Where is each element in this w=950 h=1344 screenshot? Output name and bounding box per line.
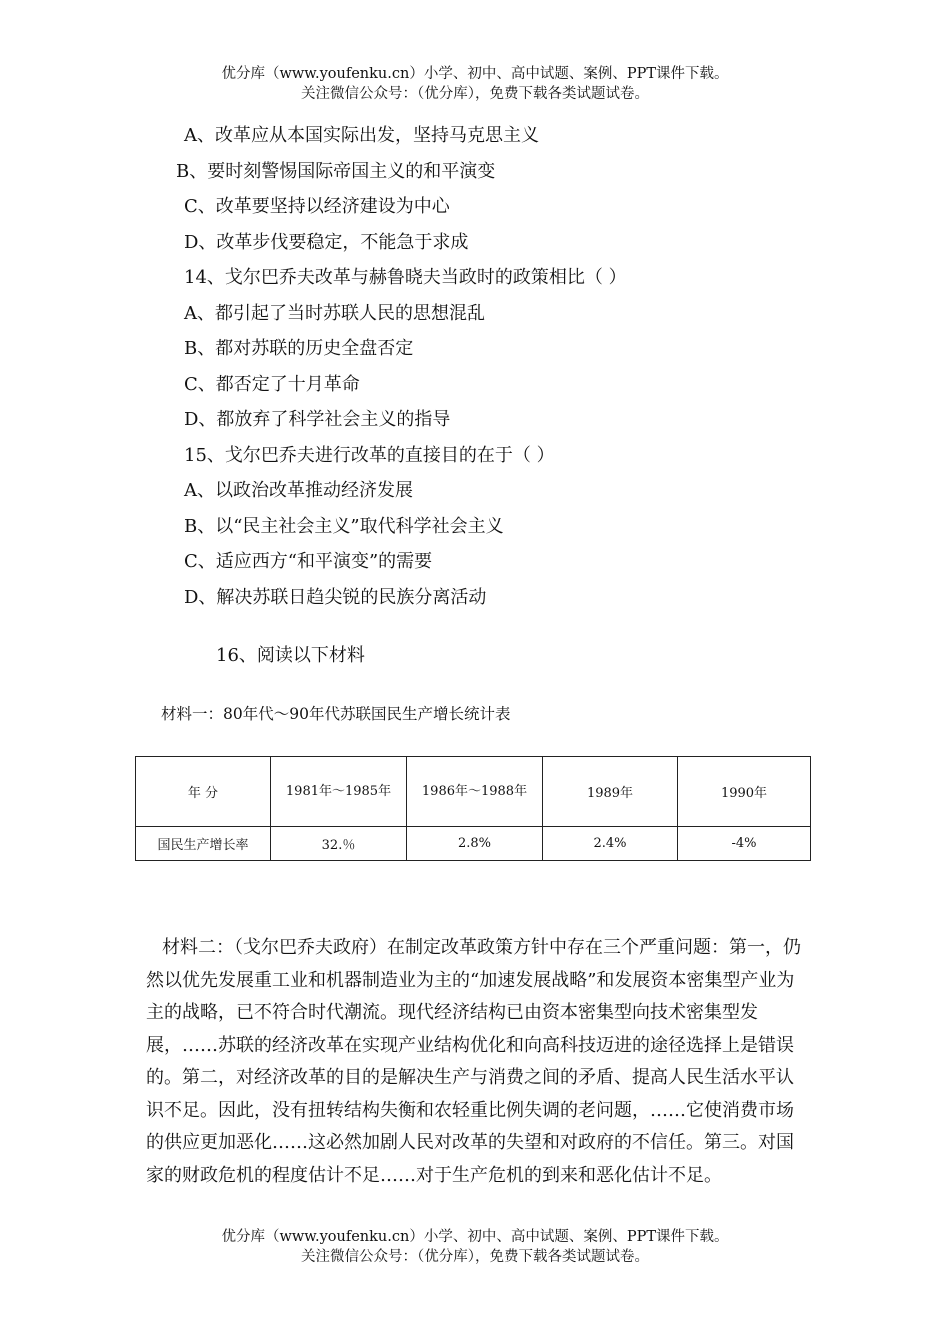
- table-header-cell: 1989年: [543, 757, 678, 827]
- q13-option-b: B、要时刻警惕国际帝国主义的和平演变: [176, 161, 496, 182]
- table-header-cell: 年 分: [136, 757, 271, 827]
- q15-stem: 15、戈尔巴乔夫进行改革的直接目的在于（ ）: [184, 445, 555, 466]
- table-header-cell: 1981年～1985年: [271, 757, 407, 827]
- q13-option-a: A、改革应从本国实际出发，坚持马克思主义: [184, 125, 539, 146]
- q14-option-a: A、都引起了当时苏联人民的思想混乱: [184, 303, 485, 324]
- q15-option-c: C、适应西方“和平演变”的需要: [184, 551, 433, 572]
- q13-option-c: C、改革要坚持以经济建设为中心: [184, 196, 450, 217]
- q14-option-b: B、都对苏联的历史全盘否定: [184, 338, 414, 359]
- q15-option-b: B、以“民主社会主义”取代科学社会主义: [184, 516, 504, 537]
- material2-text: 材料二：（戈尔巴乔夫政府）在制定改革政策方针中存在三个严重问题：第一，仍然以优先发展重工业和机器制造业为主的“加速发展战略”和发展资本密集型产业为主的战略，已不符合时代潮流。现代经济结构已由资本密集型向技术密集型发展，……苏联的经济改革在实现产业结构优化和向高科技迈进的途径选择上是错误的。第二，对经济改革的目的是解决生产与消费之间的矛盾、提高人民生活水平认识不足。因此，没有扭转结构失衡和农轻重比例失调的老问题，……它使消费市场的供应更加恶化……这必然加剧人民对改革的失望和对政府的不信任。第三。对国家的财政危机的程度估计不足……对于生产危机的到来和恶化估计不足。: [146, 937, 801, 1186]
- table-cell: 2.4%: [543, 827, 678, 861]
- header-line-2: 关注微信公众号：（优分库），免费下载各类试题试卷。: [301, 86, 649, 102]
- header-line-1: 优分库（www.youfenku.cn）小学、初中、高中试题、案例、PPT课件下载。: [221, 66, 729, 82]
- q14-option-d: D、都放弃了科学社会主义的指导: [184, 409, 451, 430]
- q15-option-a: A、以政治改革推动经济发展: [184, 480, 413, 501]
- material1-title: 材料一：80年代～90年代苏联国民生产增长统计表: [161, 705, 511, 723]
- footer-line-2: 关注微信公众号：（优分库），免费下载各类试题试卷。: [301, 1249, 649, 1265]
- table-header-cell: 1986年～1988年: [407, 757, 543, 827]
- table-row: [136, 827, 811, 861]
- q14-option-c: C、都否定了十月革命: [184, 374, 360, 395]
- table-header-row: [136, 757, 811, 827]
- page-header: [0, 64, 950, 104]
- page-footer: [0, 1227, 950, 1267]
- gnp-growth-table: [135, 756, 811, 861]
- table-row-label: 国民生产增长率: [136, 827, 271, 861]
- q13-option-d: D、改革步伐要稳定，不能急于求成: [184, 232, 469, 253]
- table-cell: -4%: [678, 827, 811, 861]
- q15-option-d: D、解决苏联日趋尖锐的民族分离活动: [184, 587, 487, 608]
- material2-paragraph: [146, 932, 806, 1192]
- q16-stem: 16、阅读以下材料: [216, 645, 365, 666]
- table-cell: 2.8%: [407, 827, 543, 861]
- table-cell: 32.％: [271, 827, 407, 861]
- table-header-cell: 1990年: [678, 757, 811, 827]
- q14-stem: 14、戈尔巴乔夫改革与赫鲁晓夫当政时的政策相比（ ）: [184, 267, 627, 288]
- footer-line-1: 优分库（www.youfenku.cn）小学、初中、高中试题、案例、PPT课件下载。: [221, 1229, 729, 1245]
